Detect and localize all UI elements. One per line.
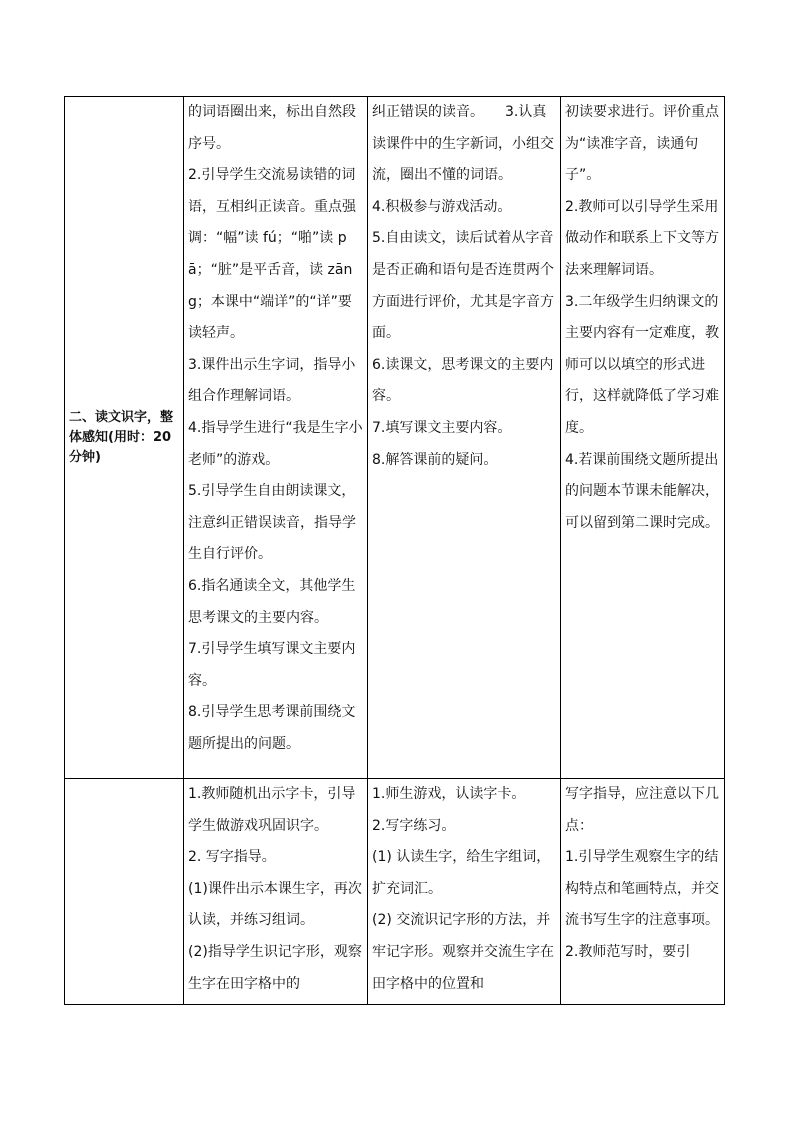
- paragraph: (2) 交流识记字形的方法，并牢记字形。观察并交流生字在田字格中的位置和: [372, 912, 554, 992]
- notes-cell: [561, 97, 725, 779]
- student-activity-cell: [368, 779, 561, 1005]
- paragraph: 4.积极参与游戏活动。: [372, 198, 512, 215]
- stage-cell: 二、读文识字，整体感知(用时：20 分钟): [65, 97, 184, 779]
- paragraph: 8.解答课前的疑问。: [372, 451, 498, 468]
- paragraph: 6.读课文，思考课文的主要内容。: [372, 356, 554, 405]
- paragraph: 2.教师范写时，要引: [565, 943, 691, 960]
- paragraph: 1.教师随机出示字卡，引导学生做游戏巩固识字。: [188, 786, 356, 834]
- paragraph: 5.引导学生自由朗读课文，注意纠正错误读音，指导学生自行评价。: [188, 483, 356, 563]
- paragraph: 2. 写字指导。: [188, 849, 276, 866]
- paragraph: 3.课件出示生字词，指导小组合作理解词语。: [188, 356, 356, 405]
- paragraph: 8.引导学生思考课前围绕文题所提出的问题。: [188, 704, 356, 752]
- paragraph: 2.写字练习。: [372, 817, 456, 834]
- lesson-plan-table: [64, 96, 725, 1005]
- paragraph: (1)课件出示本课生字，再次认读，并练习组词。: [188, 880, 362, 929]
- paragraph: 初读要求进行。评价重点为“读准字音，读通句子”。: [565, 104, 719, 184]
- teacher-activity-cell: [184, 779, 368, 1005]
- paragraph: 1.引导学生观察生字的结构特点和笔画特点，并交流书写生字的注意事项。: [565, 849, 719, 929]
- stage-cell: [65, 779, 184, 1005]
- paragraph: 2.引导学生交流易读错的词语，互相纠正读音。重点强调：“幅”读 fú；“啪”读 pā；“脏”是平舌音，读 zāng；本课中“端详”的“详”要读轻声。: [188, 167, 356, 342]
- paragraph: 写字指导，应注意以下几点：: [565, 786, 719, 834]
- table-row: [65, 779, 725, 1005]
- notes-cell: [561, 779, 725, 1005]
- paragraph: 4.指导学生进行“我是生字小老师”的游戏。: [188, 419, 363, 468]
- paragraph: 3.二年级学生归纳课文的主要内容有一定难度，教师可以以填空的形式进行，这样就降低了学习难度。: [565, 293, 719, 436]
- paragraph: 1.师生游戏，认读字卡。: [372, 786, 526, 802]
- paragraph: 7.填写课文主要内容。: [372, 419, 512, 436]
- teacher-activity-cell: [184, 97, 368, 779]
- paragraph: 的词语圈出来，标出自然段序号。: [188, 104, 356, 152]
- paragraph: (2)指导学生识记字形，观察生字在田字格中的: [188, 943, 362, 992]
- paragraph: 纠正错误的读音。 3.认真读课件中的生字新词，小组交流，圈出不懂的词语。: [372, 104, 554, 184]
- paragraph: 6.指名通读全文，其他学生思考课文的主要内容。: [188, 577, 356, 626]
- student-activity-cell: [368, 97, 561, 779]
- table-row: [65, 97, 725, 779]
- paragraph: 7.引导学生填写课文主要内容。: [188, 641, 356, 689]
- paragraph: 5.自由读文，读后试着从字音是否正确和语句是否连贯两个方面进行评价，尤其是字音方面。: [372, 230, 554, 342]
- paragraph: 2.教师可以引导学生采用做动作和联系上下文等方法来理解词语。: [565, 198, 719, 278]
- paragraph: (1) 认读生字，给生字组词，扩充词汇。: [372, 849, 551, 897]
- paragraph: 4.若课前围绕文题所提出的问题本节课未能解决，可以留到第二课时完成。: [565, 451, 719, 531]
